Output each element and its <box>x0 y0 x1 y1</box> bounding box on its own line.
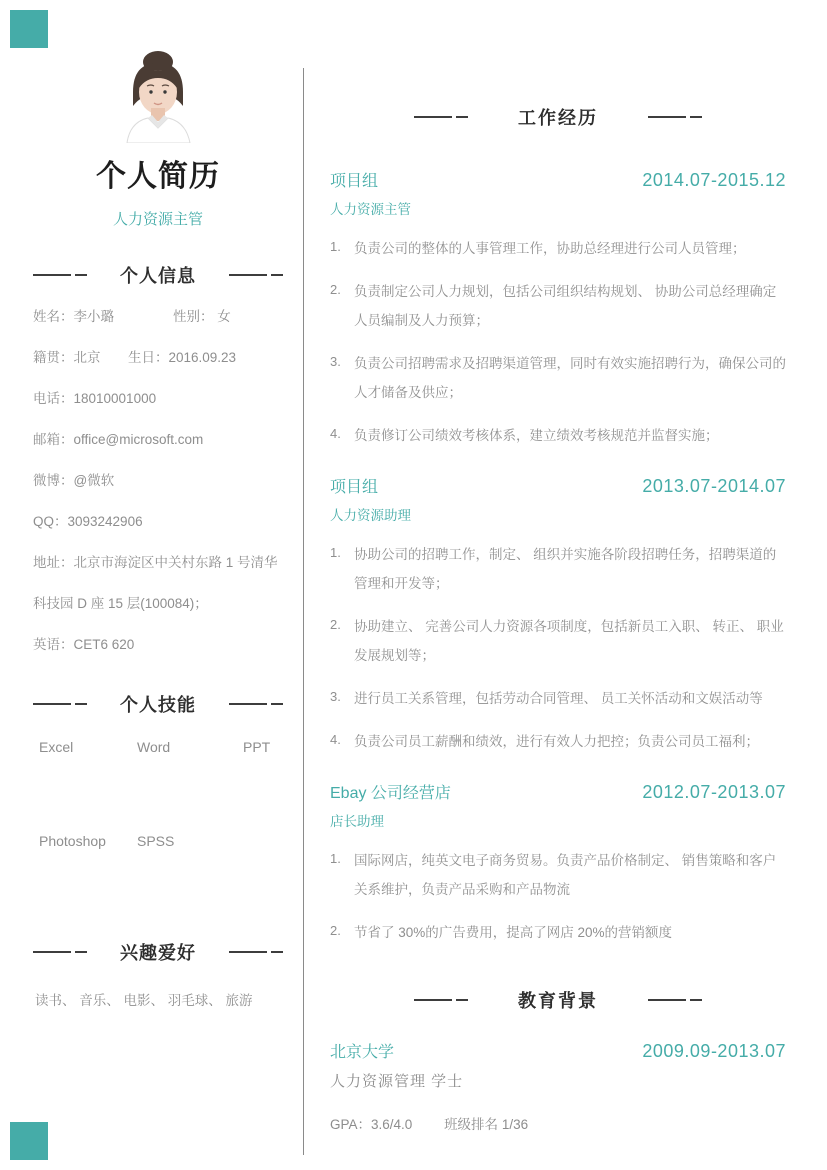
job-bullet-list <box>330 846 786 947</box>
heading-dash-left <box>33 274 87 276</box>
skill-item: PPT <box>243 739 271 755</box>
company-name: 项目组 <box>330 479 379 496</box>
skills-heading <box>33 691 283 717</box>
info-address: 地址：北京市海淀区中关村东路 1 号清华科技园 D 座 15 层(100084)； <box>33 555 278 611</box>
heading-dash-left <box>414 116 468 118</box>
job-bullet-list <box>330 234 786 450</box>
job-bullet-list <box>330 540 786 756</box>
job-header <box>330 780 786 803</box>
skills-heading-label: 个人技能 <box>120 695 196 715</box>
job-bullet: 负责修订公司绩效考核体系，建立绩效考核规范并监督实施； <box>354 428 719 443</box>
heading-dash-right <box>229 951 283 953</box>
resume-subtitle: 人力资源主管 <box>112 211 203 228</box>
skill-item: Excel <box>39 739 74 755</box>
education-rank: 班级排名 1/36 <box>444 1117 529 1132</box>
heading-dash-right <box>648 999 702 1001</box>
info-origin: 籍贯：北京 <box>33 350 101 365</box>
profile-photo <box>110 48 207 143</box>
corner-accent-bottom <box>10 1122 48 1160</box>
info-weibo: 微博：@微软 <box>33 473 115 488</box>
skill-item: SPSS <box>137 833 175 849</box>
info-qq: QQ：3093242906 <box>33 514 143 529</box>
work-entry-3 <box>330 780 786 947</box>
interests-heading <box>33 939 283 965</box>
work-heading-label: 工作经历 <box>518 108 598 128</box>
heading-dash-left <box>33 951 87 953</box>
education-heading <box>330 987 786 1013</box>
heading-dash-right <box>229 274 283 276</box>
personal-info-heading <box>33 262 283 288</box>
education-gpa: GPA：3.6/4.0 <box>330 1117 413 1132</box>
info-email: 邮箱：office@microsoft.com <box>33 432 204 447</box>
job-role: 店长助理 <box>330 814 384 829</box>
job-role: 人力资源主管 <box>330 202 411 217</box>
skill-item: Word <box>137 739 171 755</box>
info-row-weibo <box>33 460 283 501</box>
job-role: 人力资源助理 <box>330 508 411 523</box>
job-bullet: 协助公司的招聘工作，制定、 组织并实施各阶段招聘任务，招聘渠道的管理和开发等； <box>354 547 777 591</box>
job-header <box>330 474 786 497</box>
info-row-qq <box>33 501 283 542</box>
education-heading-label: 教育背景 <box>518 991 598 1011</box>
info-row-english <box>33 624 283 665</box>
info-row-phone <box>33 378 283 419</box>
job-bullet: 负责公司员工薪酬和绩效，进行有效人力把控；负责公司员工福利； <box>354 734 759 749</box>
job-header <box>330 168 786 191</box>
portrait-photo-graphic <box>110 48 207 143</box>
resume-title: 个人简历 <box>96 160 220 193</box>
job-bullet: 国际网店，纯英文电子商务贸易。负责产品价格制定、 销售策略和客户关系维护，负责产品采购和产品物流 <box>354 853 777 897</box>
info-english: 英语：CET6 620 <box>33 637 135 652</box>
skills-grid <box>33 739 283 849</box>
job-bullet: 进行员工关系管理，包括劳动合同管理、 员工关怀活动和文娱活动等 <box>354 691 763 706</box>
job-period: 2014.07-2015.12 <box>642 170 786 190</box>
job-period: 2013.07-2014.07 <box>642 476 786 496</box>
work-heading <box>330 104 786 130</box>
personal-info-heading-label: 个人信息 <box>120 266 196 286</box>
education-gpa-row <box>330 1113 786 1133</box>
right-column <box>330 104 786 1133</box>
job-bullet: 负责公司招聘需求及招聘渠道管理，同时有效实施招聘行为，确保公司的人才储备及供应； <box>354 356 786 400</box>
job-bullet: 协助建立、 完善公司人力资源各项制度，包括新员工入职、 转正、 职业发展规划等； <box>354 619 784 663</box>
info-row-name-gender <box>33 296 283 337</box>
interests-list: 读书、 音乐、 电影、 羽毛球、 旅游 <box>35 993 253 1008</box>
info-gender: 性别： 女 <box>173 309 231 324</box>
info-phone: 电话：18010001000 <box>33 391 157 406</box>
company-name: 项目组 <box>330 173 379 190</box>
work-entry-1 <box>330 168 786 450</box>
heading-dash-right <box>229 703 283 705</box>
left-column <box>33 48 283 1009</box>
education-entry <box>330 1039 786 1062</box>
info-name: 姓名：李小璐 <box>33 309 114 324</box>
personal-info-list <box>33 296 283 665</box>
info-row-origin-birthday <box>33 337 283 378</box>
job-period: 2012.07-2013.07 <box>642 782 786 802</box>
corner-accent-top <box>10 10 48 48</box>
job-bullet: 负责制定公司人力规划，包括公司组织结构规划、 协助公司总经理确定人员编制及人力预算； <box>354 284 777 328</box>
skill-item: Photoshop <box>39 833 106 849</box>
education-period: 2009.09-2013.07 <box>642 1041 786 1061</box>
heading-dash-right <box>648 116 702 118</box>
info-birthday: 生日：2016.09.23 <box>128 350 237 365</box>
info-row-email <box>33 419 283 460</box>
column-divider <box>303 68 304 1155</box>
work-entry-2 <box>330 474 786 756</box>
heading-dash-left <box>414 999 468 1001</box>
job-bullet: 负责公司的整体的人事管理工作，协助总经理进行公司人员管理； <box>354 241 746 256</box>
education-major: 人力资源管理 学士 <box>330 1073 464 1090</box>
company-name: Ebay 公司经营店 <box>330 785 451 802</box>
job-bullet: 节省了 30%的广告费用，提高了网店 20%的营销额度 <box>354 925 673 940</box>
info-row-address <box>33 542 283 624</box>
interests-heading-label: 兴趣爱好 <box>120 943 196 963</box>
heading-dash-left <box>33 703 87 705</box>
school-name: 北京大学 <box>330 1044 395 1061</box>
